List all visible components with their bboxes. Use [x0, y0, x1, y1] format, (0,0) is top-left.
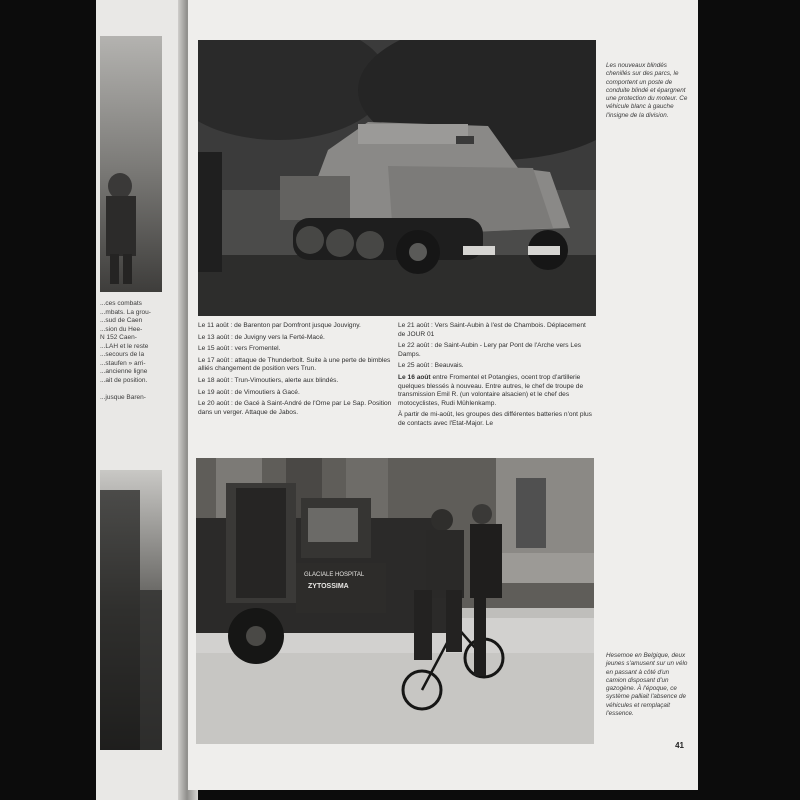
right-page: [188, 0, 698, 790]
entry-11: Le 16 août entre Fromentel et Potangies, ocent trop d'artillerie quelques blessés à nouveau. Entre autres, le chef de troupe de transmission Emil R. (un volontaire alsacien) et le chef des motocyclistes, Rudi Mühlenkamp.: [398, 373, 584, 407]
entry-3: Le 15 août : vers Fromentel.: [198, 345, 281, 353]
text-column-right: [398, 322, 594, 432]
entry-4: Le 17 août : attaque de Thunderbolt. Suite à une perte de bimbles alliés changement de position vers Trun.: [198, 356, 391, 373]
page-number: 41: [675, 741, 684, 750]
entry-1: Le 11 août : de Barenton par Domfront jusque Jouvigny.: [198, 322, 361, 329]
left-photo-soldier: [100, 36, 162, 292]
top-photo-caption: Les nouveaux blindés chenillés sur des parcs, le comportent un poste de conduite blindé et épargnent une protection du moteur. Ce véhicule blanc à gauche l'insigne de la division.: [606, 62, 688, 119]
photo-armored-halftrack: [198, 40, 596, 316]
entry-7: Le 20 août : de Gacé à Saint-André de l'Orne par Le Sap. Position dans un verger. Attaque de Jabos.: [198, 400, 392, 416]
text-column-left: [198, 322, 394, 420]
left-photo-lower: [100, 470, 162, 750]
entry-5: Le 18 août : Trun-Vimoutiers, alerte aux blindés.: [198, 376, 339, 384]
bottom-photo-caption: Hesemoe en Belgique, deux jeunes s'amusent sur un vélo en passant à côté d'un camion disposant d'un gazogène. À l'époque, ce système palliait l'absence de véhicules et remplaçait l'essence.: [606, 652, 688, 718]
entry-10: Le 25 août : Beauvais.: [398, 362, 464, 370]
entry-8: Le 21 août : Vers Saint-Aubin à l'est de Chambois. Déplacement de JOUR 01: [398, 322, 586, 338]
truck-sign-line-1: GLACIALE HOSPITAL: [304, 572, 365, 578]
lower-figure: [100, 470, 162, 750]
entry-6: Le 19 août : de Vimoutiers à Gacé.: [198, 388, 300, 396]
halftrack-illustration: [198, 40, 596, 316]
left-page-text: ...ces combats ...mbats. La grou- ...sud de Caen ...sion du Hee- N 152 Caen- ...LAH et le reste ...secours de la ...staufen » arri- ...ancienne ligne ...ait de position. ...jusque Baren-: [100, 300, 151, 401]
truck-sign-line-2: ZYTOSSIMA: [308, 583, 349, 590]
photo-truck-bicycle: [196, 458, 594, 744]
truck-bicycle-illustration: [196, 458, 594, 744]
entry-12: À partir de mi-août, les groupes des différentes batteries n'ont plus de contacts avec l'Etat-Major. Le: [398, 411, 592, 427]
soldier-figure: [100, 36, 162, 292]
left-page: [96, 0, 186, 800]
entry-2: Le 13 août : de Juvigny vers la Ferté-Macé.: [198, 333, 325, 341]
entry-9: Le 22 août : de Saint-Aubin - Lery par Pont de l'Arche vers Les Damps.: [398, 342, 582, 358]
